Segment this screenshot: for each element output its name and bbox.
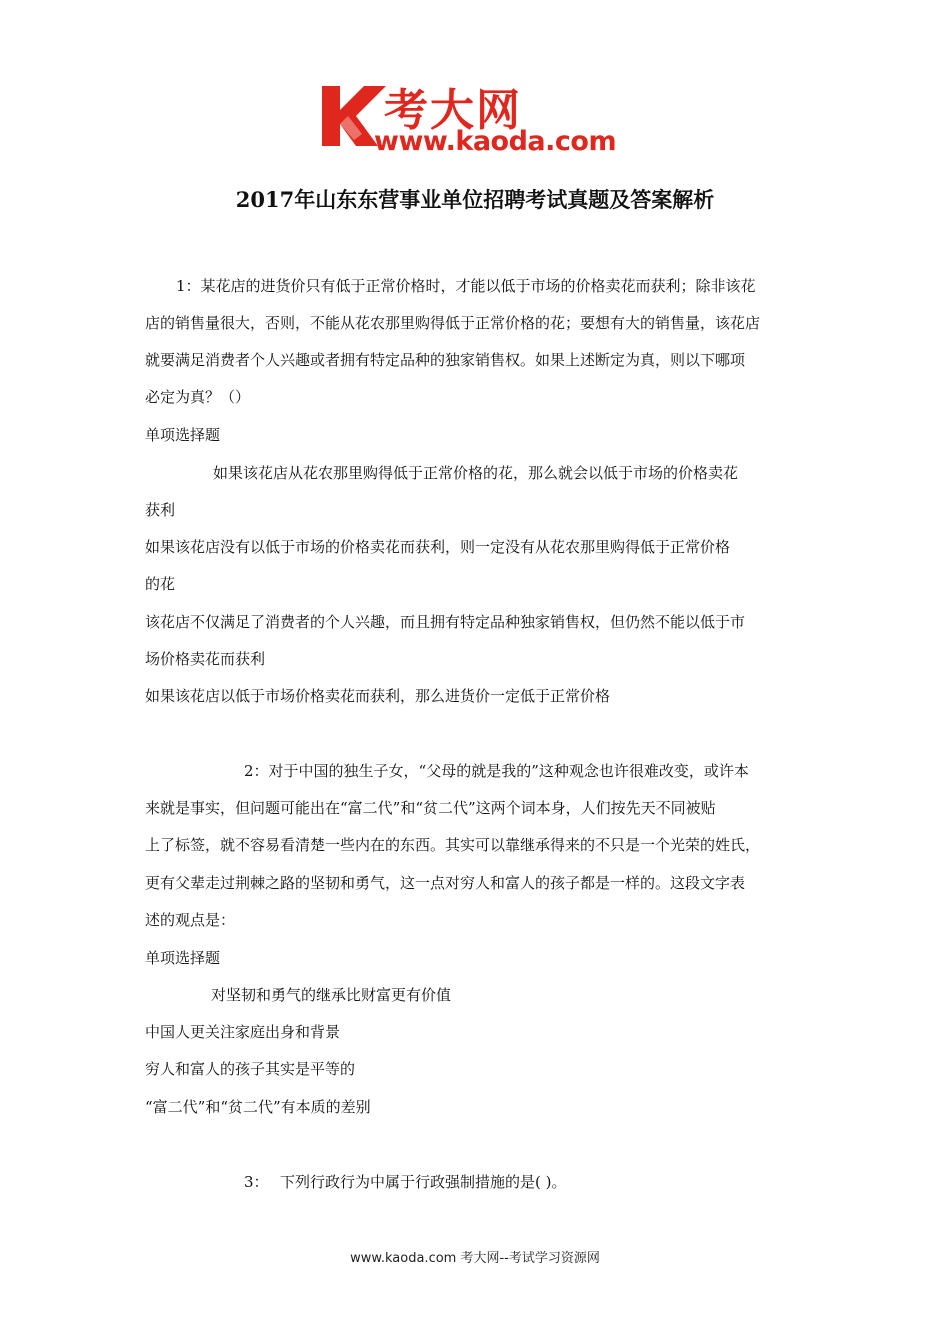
logo-chinese-text: 考大网 bbox=[384, 85, 522, 136]
q1-option: 该花店不仅满足了消费者的个人兴趣，而且拥有特定品种独家销售权，但仍然不能以低于市 bbox=[145, 613, 746, 631]
q2-stem-line: 更有父辈走过荆棘之路的坚韧和勇气，这一点对穷人和富人的孩子都是一样的。这段文字表 bbox=[145, 874, 746, 892]
q1-option: 如果该花店从花农那里购得低于正常价格的花，那么就会以低于市场的价格卖花 bbox=[213, 464, 739, 482]
q2-stem-line: 上了标签，就不容易看清楚一些内在的东西。其实可以靠继承得来的不只是一个光荣的姓氏， bbox=[145, 836, 761, 854]
q1-question-type: 单项选择题 bbox=[145, 426, 221, 444]
q2-question-type: 单项选择题 bbox=[145, 949, 221, 967]
q2-option: 中国人更关注家庭出身和背景 bbox=[145, 1023, 341, 1041]
q2-stem-line: 述的观点是： bbox=[145, 911, 236, 929]
q1-stem-line: 必定为真？（） bbox=[145, 388, 251, 406]
logo-url-text: www.kaoda.com bbox=[374, 126, 617, 157]
q1-stem-line: 店的销售量很大，否则，不能从花农那里购得低于正常价格的花；要想有大的销售量，该花店 bbox=[145, 314, 761, 332]
q1-option: 场价格卖花而获利 bbox=[145, 650, 266, 668]
q2-option: “富二代”和“贫二代”有本质的差别 bbox=[145, 1098, 371, 1116]
q1-option: 的花 bbox=[145, 575, 176, 593]
kaoda-logo bbox=[318, 78, 638, 158]
q2-option: 对坚韧和勇气的继承比财富更有价值 bbox=[211, 986, 452, 1004]
q1-option: 如果该花店以低于市场价格卖花而获利，那么进货价一定低于正常价格 bbox=[145, 687, 611, 705]
q1-stem-line: 1：某花店的进货价只有低于正常价格时，才能以低于市场的价格卖花而获利；除非该花 bbox=[176, 277, 756, 295]
q3-stem: 下列行政行为中属于行政强制措施的是( )。 bbox=[280, 1173, 567, 1191]
q1-stem-line: 就要满足消费者个人兴趣或者拥有特定品种的独家销售权。如果上述断定为真，则以下哪项 bbox=[145, 351, 746, 369]
q2-stem-line: 2：对于中国的独生子女，“父母的就是我的”这种观念也许很难改变，或许本 bbox=[244, 762, 749, 780]
q2-option: 穷人和富人的孩子其实是平等的 bbox=[145, 1060, 356, 1078]
page-title: 2017年山东东营事业单位招聘考试真题及答案解析 bbox=[235, 187, 715, 212]
q1-option: 获利 bbox=[145, 501, 176, 519]
page-footer: www.kaoda.com 考大网--考试学习资源网 bbox=[350, 1251, 600, 1266]
q3-number: 3： bbox=[244, 1173, 269, 1191]
q1-option: 如果该花店没有以低于市场的价格卖花而获利，则一定没有从花农那里购得低于正常价格 bbox=[145, 538, 731, 556]
q2-stem-line: 来就是事实，但问题可能出在“富二代”和“贫二代”这两个词本身，人们按先天不同被贴 bbox=[145, 799, 716, 817]
